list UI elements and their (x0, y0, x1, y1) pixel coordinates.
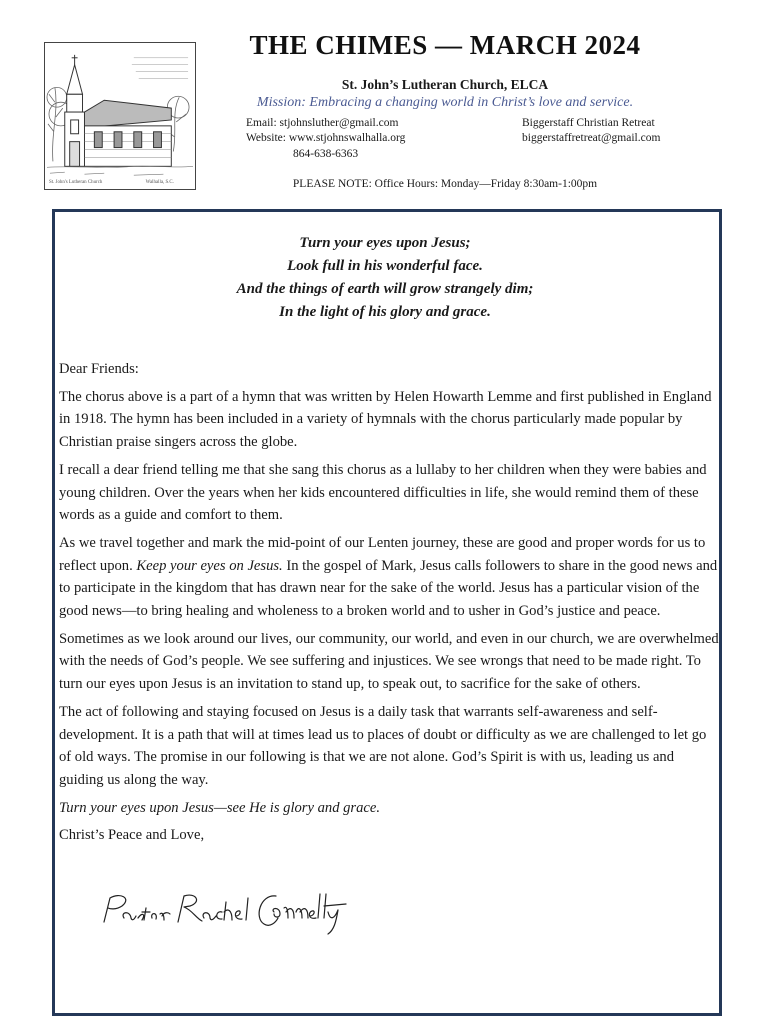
church-phone: 864-638-6363 (293, 148, 359, 160)
hymn-chorus (0, 232, 770, 324)
hymn-line: In the light of his glory and grace. (279, 304, 491, 320)
church-logo (44, 42, 196, 190)
office-hours-note: PLEASE NOTE: Office Hours: Monday—Friday 8:30am-1:00pm (292, 178, 598, 190)
letter-paragraph (59, 532, 719, 623)
svg-text:St. John's Lutheran Church: St. John's Lutheran Church (48, 180, 103, 186)
retreat-name: Biggerstaff Christian Retreat (522, 117, 655, 129)
church-email[interactable]: Email: stjohnsluther@gmail.com (246, 117, 399, 129)
church-contact (246, 116, 405, 146)
letter-paragraph: The act of following and staying focused on Jesus is a daily task that warrants self-awareness and self-development. It is a path that will at times lead us to places of doubt or difficulty as we are challenged to let go of old ways. The promise in our following is that we are not alone. God’s Spirit is with us, leading us and guiding us along the way. (59, 703, 707, 788)
retreat-email[interactable]: biggerstaffretreat@gmail.com (522, 132, 661, 144)
hymn-line: Turn your eyes upon Jesus; (299, 235, 471, 251)
emphasis-text: Keep your eyes on Jesus. (136, 557, 283, 574)
letter-paragraph: The chorus above is a part of a hymn that was written by Helen Howarth Lemme and first published in England in 1918. The hymn has been included in a variety of hymnals with the chorus particularly made popular by Christian praise singers across the globe. (59, 388, 712, 451)
svg-text:Walhalla, S.C.: Walhalla, S.C. (145, 180, 174, 186)
pastor-letter (59, 358, 719, 852)
letter-paragraph: Sometimes as we look around our lives, our community, our world, and even in our church, we are overwhelmed with the needs of God’s people. We see suffering and injustices. We see wrongs that need to be made right. To turn our eyes upon Jesus is an invitation to stand up, to speak out, to sacrifice for the sake of others. (59, 630, 719, 693)
retreat-contact (522, 116, 660, 146)
church-website[interactable]: Website: www.stjohnswalhalla.org (246, 132, 406, 144)
church-sketch-icon (45, 43, 195, 189)
letter-signoff: Christ’s Peace and Love, (59, 827, 205, 844)
paragraph-text: In the gospel of Mark, Jesus calls followers to share in the good news and to participate in the kingdom that has drawn near for the sake of the world. Jesus has a particular vision of the good news—to bring healing and wholeness to a broken world and to usher in God’s justice and peace. (59, 557, 718, 620)
paragraph-text: As we travel together and mark the mid-point of our Lenten journey, these are good and proper words for us to reflect upon. (59, 534, 706, 574)
hymn-line: And the things of earth will grow strangely dim; (236, 281, 534, 297)
pastor-signature (98, 878, 358, 938)
closing-line: Turn your eyes upon Jesus—see He is glory and grace. (59, 799, 381, 816)
hymn-line: Look full in his wonderful face. (287, 258, 483, 274)
mission-statement: Mission: Embracing a changing world in Christ’s love and service. (256, 95, 634, 110)
signature-icon (98, 878, 358, 938)
newsletter-title: THE CHIMES — MARCH 2024 (249, 30, 641, 60)
letter-paragraph: I recall a dear friend telling me that she sang this chorus as a lullaby to her children when they were babies and young children. Over the years when her kids encountered difficulties in life, she would remind them of these words as a guide and comfort to them. (59, 461, 707, 524)
letter-greeting: Dear Friends: (59, 361, 139, 377)
church-name: St. John’s Lutheran Church, ELCA (341, 77, 549, 92)
